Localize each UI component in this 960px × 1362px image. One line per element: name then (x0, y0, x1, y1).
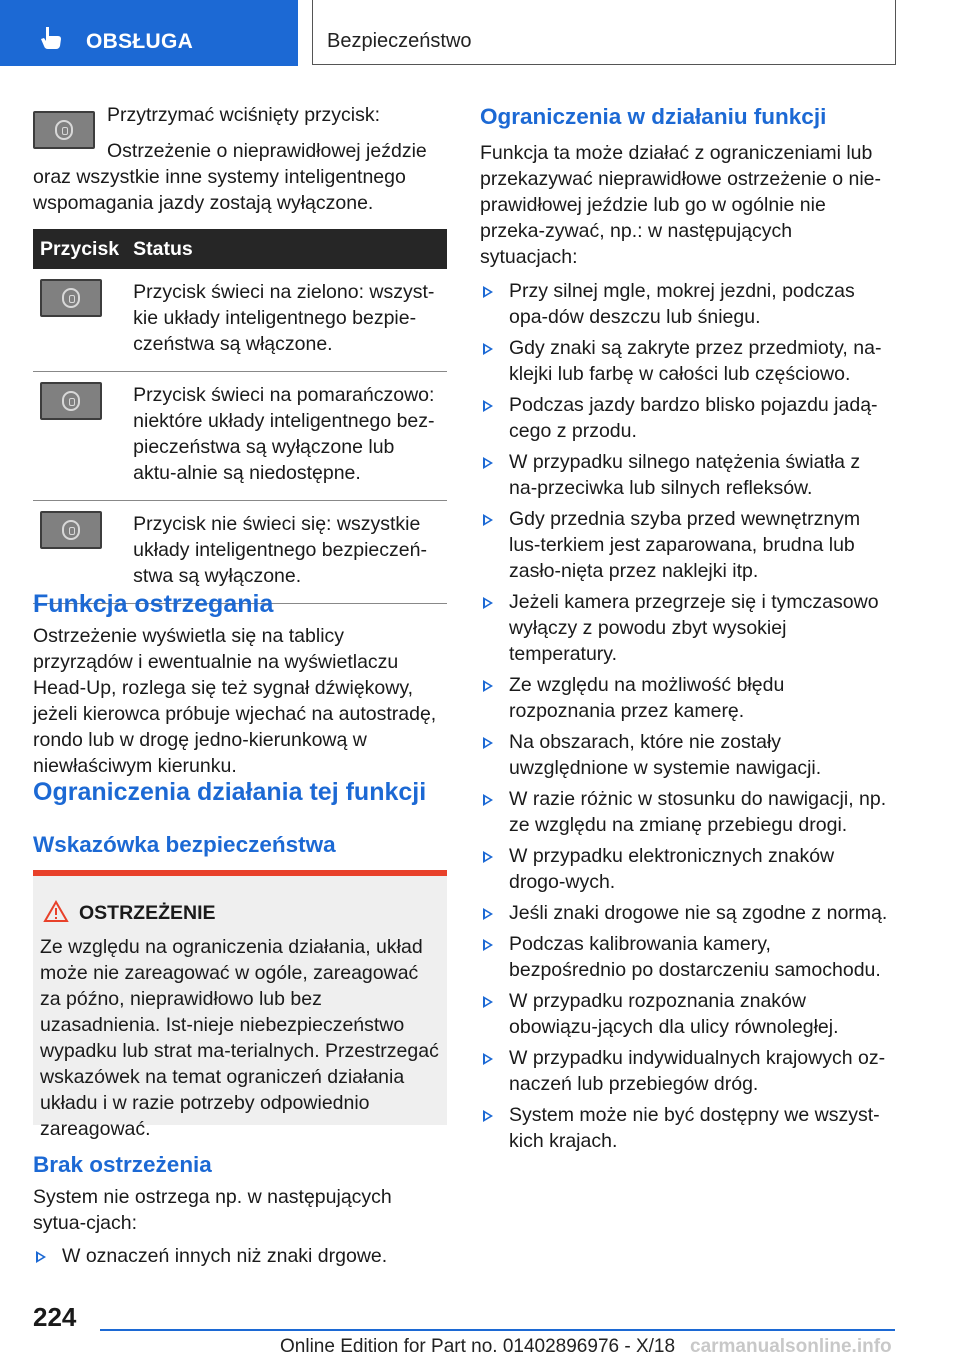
assist-button-icon (33, 111, 95, 149)
bullet-triangle-icon (483, 514, 493, 526)
list-item: Podczas jazdy bardzo blisko pojazdu jadą-cego z przodu. (480, 392, 892, 444)
bullet-triangle-icon (483, 343, 493, 355)
bullet-triangle-icon (483, 908, 493, 920)
warning-title: OSTRZEŻENIE (79, 902, 216, 924)
assist-button-icon (40, 511, 102, 549)
no-warning-section (33, 1150, 447, 1274)
edition-note: Online Edition for Part no. 01402896976 - X/18 (280, 1336, 676, 1357)
list-item: Przy silnej mgle, mokrej jezdni, podczas opa-dów deszczu lub śniegu. (480, 278, 892, 330)
warning-text: Ze względu na ograniczenia działania, układ może nie zareagować w ogóle, zareagować za późno, nieprawidłowo lub bez uzasadnienia. Ist-nieje niebezpieczeństwo wypadku lub strat ma-terialnych. Przestrzegać wskazówek na temat ograniczeń działania układu i w razie potrzeby odpowiednio zareagować. (40, 936, 439, 1140)
bullet-triangle-icon (483, 286, 493, 298)
chapter-title: Bezpieczeństwo (327, 30, 472, 52)
subsection-heading: Brak ostrzeżenia (33, 1152, 212, 1177)
chapter-header (312, 0, 896, 65)
section-text: Funkcja ta może działać z ograniczeniami lub przekazywać nieprawidłowe ostrzeżenie o nie-prawidłowej jeździe lub go w ogólnie nie przeka-zywać, np.: w następujących sytuacjach: (480, 142, 882, 268)
list-item: Jeśli znaki drogowe nie są zgodne z normą. (480, 900, 892, 926)
list-item: Podczas kalibrowania kamery, bezpośrednio po dostarczeniu samochodu. (480, 931, 892, 983)
subsection-heading: Wskazówka bezpieczeństwa (33, 832, 336, 857)
status-table (33, 229, 447, 604)
section-heading: Ograniczenia w działaniu funkcji (480, 104, 827, 129)
list-item: W razie różnic w stosunku do nawigacji, np. ze względu na zmianę przebiegu drogi. (480, 786, 892, 838)
no-warning-list (33, 1243, 447, 1269)
warning-box (33, 870, 447, 1140)
section-tab-label: OBSŁUGA (86, 30, 194, 53)
bullet-triangle-icon (483, 794, 493, 806)
bullet-triangle-icon (483, 680, 493, 692)
section-heading: Funkcja ostrzegania (33, 590, 274, 618)
status-table-block (33, 229, 447, 604)
table-row (33, 372, 447, 501)
list-item: W przypadku elektronicznych znaków drogo-wych. (480, 843, 892, 895)
bullet-triangle-icon (483, 851, 493, 863)
intro-result-line-3: wspomagania jazdy zostają wyłączone. (33, 192, 374, 214)
bullet-triangle-icon (483, 939, 493, 951)
status-cell: Przycisk świeci na pomarańczowo: niektóre układy inteligentnego bez-pieczeństwa są wyłączone lub aktu-alnie są niedostępne. (126, 372, 447, 501)
intro-hold: Przytrzymać wciśnięty przycisk: (107, 104, 381, 126)
bullet-triangle-icon (483, 597, 493, 609)
col-button-header: Przycisk (33, 229, 126, 269)
section-tab (0, 0, 298, 66)
intro-result-line-1: Ostrzeżenie o nieprawidłowej jeździe (107, 140, 427, 162)
bullet-triangle-icon (36, 1251, 46, 1263)
limits-list (480, 278, 892, 1154)
col-status-header: Status (126, 229, 447, 269)
list-item: Ze względu na możliwość błędu rozpoznania przez kamerę. (480, 672, 892, 724)
list-item: Gdy znaki są zakryte przez przedmioty, na-klejki lub farbę w całości lub częściowo. (480, 335, 892, 387)
bullet-triangle-icon (483, 1110, 493, 1122)
assist-button-icon (40, 279, 102, 317)
bullet-triangle-icon (483, 996, 493, 1008)
intro-block (33, 102, 447, 216)
list-item: W przypadku indywidualnych krajowych oz-naczeń lub przebiegów dróg. (480, 1045, 892, 1097)
limits-section (480, 102, 892, 1159)
list-item: System może nie być dostępny we wszyst-kich krajach. (480, 1102, 892, 1154)
bullet-triangle-icon (483, 737, 493, 749)
status-cell: Przycisk nie świeci się: wszystkie układy inteligentnego bezpieczeń-stwa są wyłączone. (126, 501, 447, 604)
list-item: Gdy przednia szyba przed wewnętrznym lus-terkiem jest zaparowana, brudna lub zasło-nięta przez naklejki itp. (480, 506, 892, 584)
warning-function-section (33, 588, 447, 779)
page-number: 224 (33, 1302, 77, 1332)
section-heading: Ograniczenia działania tej funkcji (33, 778, 427, 806)
section-text: Ostrzeżenie wyświetla się na tablicy przyrządów i ewentualnie na wyświetlaczu Head-Up, rozlega się też sygnał dźwiękowy, jeżeli kierowca próbuje wjechać na autostradę, rondo lub w drogę jedno-kierunkową w niewłaściwym kierunku. (33, 625, 437, 777)
status-cell: Przycisk świeci na zielono: wszyst-kie układy inteligentnego bezpie-czeństwa są włączone. (126, 269, 447, 372)
list-item: W przypadku rozpoznania znaków obowiązu-jących dla ulicy równoległej. (480, 988, 892, 1040)
list-item: Na obszarach, które nie zostały uwzględnione w systemie nawigacji. (480, 729, 892, 781)
list-item: W przypadku silnego natężenia światła z na-przeciwka lub silnych refleksów. (480, 449, 892, 501)
assist-button-icon (40, 382, 102, 420)
list-item: W oznaczeń innych niż znaki drgowe. (33, 1243, 447, 1269)
bullet-triangle-icon (483, 400, 493, 412)
intro-result-line-2: oraz wszystkie inne systemy inteligentnego (33, 166, 406, 188)
watermark: carmanualsonline.info (690, 1336, 892, 1357)
hand-icon (38, 25, 64, 51)
bullet-triangle-icon (483, 457, 493, 469)
limits-heading-block (33, 776, 447, 860)
bullet-triangle-icon (483, 1053, 493, 1065)
footer-rule (100, 1329, 895, 1331)
section-text: System nie ostrzega np. w następujących sytua-cjach: (33, 1186, 392, 1234)
list-item: Jeżeli kamera przegrzeje się i tymczasowo wyłączy z powodu zbyt wysokiej temperatury. (480, 589, 892, 667)
warning-triangle-icon (43, 900, 69, 923)
table-row (33, 269, 447, 372)
